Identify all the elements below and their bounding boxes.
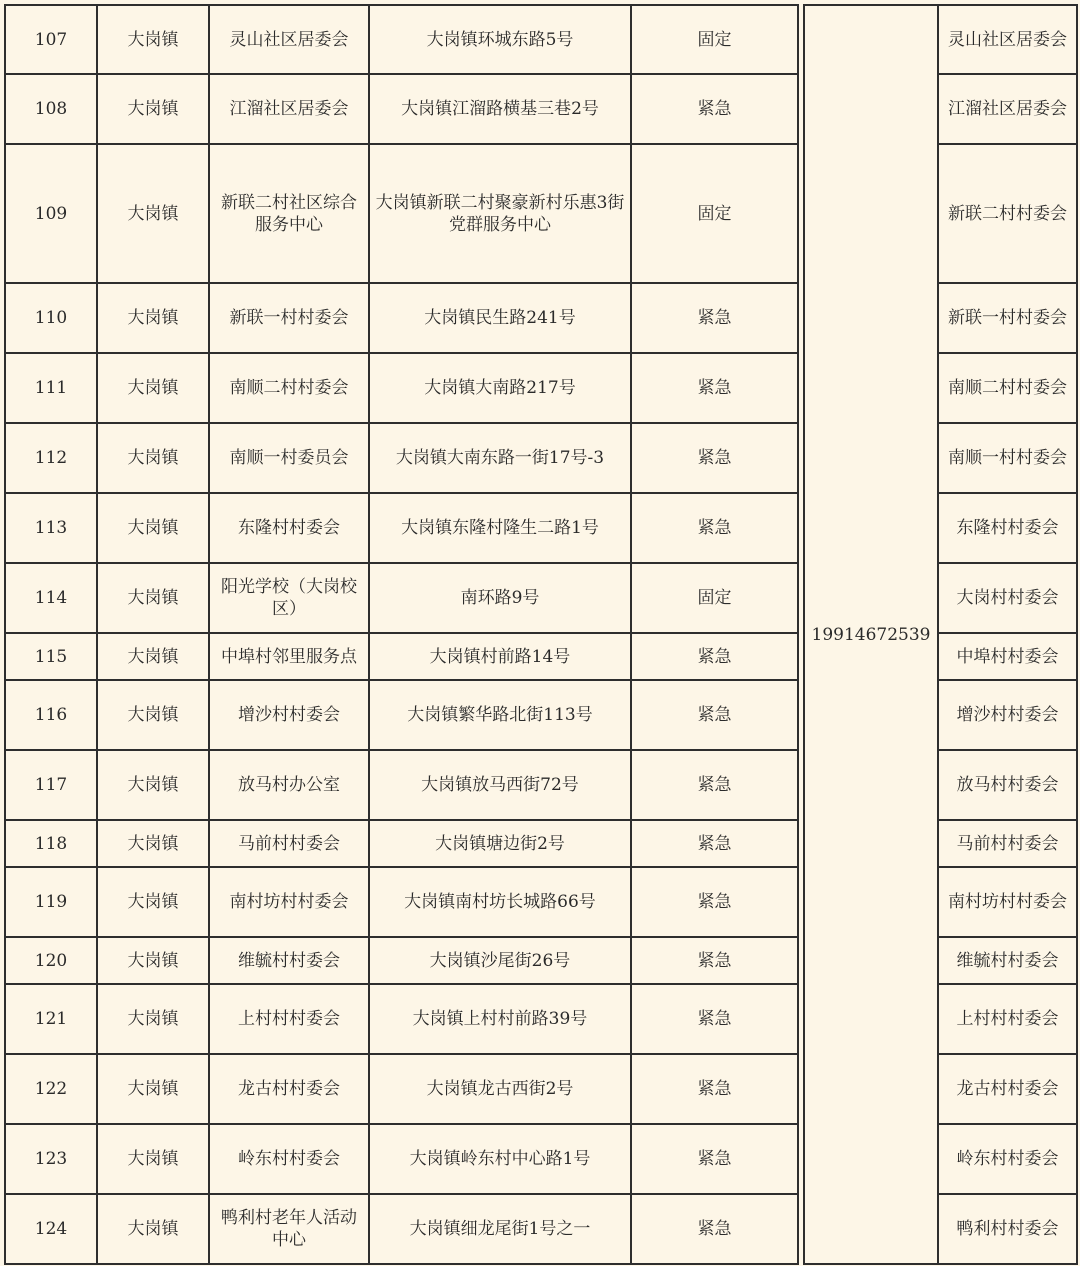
site-address-cell: 大岗镇南村坊长城路66号: [369, 867, 631, 937]
row-number-cell: 108: [5, 74, 97, 144]
site-type-cell: 紧急: [631, 423, 798, 493]
town-name-cell: 大岗镇: [97, 867, 209, 937]
unit-name-cell: 维毓村村委会: [938, 937, 1077, 984]
site-name-cell: 阳光学校（大岗校区）: [209, 563, 369, 633]
site-address-cell: 大岗镇民生路241号: [369, 283, 631, 353]
site-address-cell: 大岗镇放马西街72号: [369, 750, 631, 820]
site-type-cell: 紧急: [631, 283, 798, 353]
unit-name-cell: 岭东村村委会: [938, 1124, 1077, 1194]
unit-name-cell: 南顺一村村委会: [938, 423, 1077, 493]
town-name-cell: 大岗镇: [97, 1194, 209, 1264]
site-name-cell: 南顺一村委员会: [209, 423, 369, 493]
site-name-cell: 鸭利村老年人活动中心: [209, 1194, 369, 1264]
site-name-cell: 东隆村村委会: [209, 493, 369, 563]
site-type-cell: 紧急: [631, 820, 798, 867]
contact-phone-cell: 19914672539: [804, 5, 938, 1264]
site-type-cell: 紧急: [631, 353, 798, 423]
town-name-cell: 大岗镇: [97, 563, 209, 633]
unit-name-cell: 上村村村委会: [938, 984, 1077, 1054]
row-number-cell: 116: [5, 680, 97, 750]
unit-name-cell: 南顺二村村委会: [938, 353, 1077, 423]
unit-name-cell: 增沙村村委会: [938, 680, 1077, 750]
site-address-cell: 大岗镇上村村前路39号: [369, 984, 631, 1054]
site-address-cell: 大岗镇沙尾街26号: [369, 937, 631, 984]
town-name-cell: 大岗镇: [97, 633, 209, 680]
site-type-cell: 紧急: [631, 680, 798, 750]
row-number-cell: 118: [5, 820, 97, 867]
row-number-cell: 114: [5, 563, 97, 633]
site-name-cell: 增沙村村委会: [209, 680, 369, 750]
vaccination-site-table: [4, 4, 1078, 1265]
town-name-cell: 大岗镇: [97, 1054, 209, 1124]
row-number-cell: 109: [5, 144, 97, 283]
town-name-cell: 大岗镇: [97, 937, 209, 984]
town-name-cell: 大岗镇: [97, 680, 209, 750]
unit-name-cell: 灵山社区居委会: [938, 5, 1077, 74]
unit-name-cell: 新联一村村委会: [938, 283, 1077, 353]
row-number-cell: 122: [5, 1054, 97, 1124]
site-address-cell: 大岗镇繁华路北街113号: [369, 680, 631, 750]
row-number-cell: 107: [5, 5, 97, 74]
site-name-cell: 南村坊村村委会: [209, 867, 369, 937]
row-number-cell: 124: [5, 1194, 97, 1264]
unit-name-cell: 放马村村委会: [938, 750, 1077, 820]
unit-name-cell: 南村坊村村委会: [938, 867, 1077, 937]
site-name-cell: 新联二村社区综合服务中心: [209, 144, 369, 283]
row-number-cell: 111: [5, 353, 97, 423]
row-number-cell: 113: [5, 493, 97, 563]
row-number-cell: 121: [5, 984, 97, 1054]
site-name-cell: 岭东村村委会: [209, 1124, 369, 1194]
site-address-cell: 大岗镇岭东村中心路1号: [369, 1124, 631, 1194]
row-number-cell: 117: [5, 750, 97, 820]
site-address-cell: 大岗镇环城东路5号: [369, 5, 631, 74]
site-address-cell: 大岗镇大南路217号: [369, 353, 631, 423]
site-address-cell: 大岗镇细龙尾街1号之一: [369, 1194, 631, 1264]
site-type-cell: 紧急: [631, 1194, 798, 1264]
unit-name-cell: 东隆村村委会: [938, 493, 1077, 563]
row-number-cell: 120: [5, 937, 97, 984]
site-type-cell: 紧急: [631, 750, 798, 820]
site-type-cell: 紧急: [631, 633, 798, 680]
unit-name-cell: 鸭利村村委会: [938, 1194, 1077, 1264]
site-address-cell: 大岗镇龙古西街2号: [369, 1054, 631, 1124]
site-type-cell: 紧急: [631, 493, 798, 563]
unit-name-cell: 新联二村村委会: [938, 144, 1077, 283]
site-name-cell: 南顺二村村委会: [209, 353, 369, 423]
town-name-cell: 大岗镇: [97, 423, 209, 493]
site-name-cell: 新联一村村委会: [209, 283, 369, 353]
unit-name-cell: 中埠村村委会: [938, 633, 1077, 680]
town-name-cell: 大岗镇: [97, 820, 209, 867]
unit-name-cell: 大岗村村委会: [938, 563, 1077, 633]
site-type-cell: 紧急: [631, 867, 798, 937]
site-type-cell: 固定: [631, 5, 798, 74]
site-type-cell: 固定: [631, 144, 798, 283]
site-name-cell: 灵山社区居委会: [209, 5, 369, 74]
site-name-cell: 马前村村委会: [209, 820, 369, 867]
site-type-cell: 紧急: [631, 1054, 798, 1124]
town-name-cell: 大岗镇: [97, 1124, 209, 1194]
town-name-cell: 大岗镇: [97, 984, 209, 1054]
site-address-cell: 大岗镇塘边街2号: [369, 820, 631, 867]
unit-name-cell: 龙古村村委会: [938, 1054, 1077, 1124]
site-address-cell: 大岗镇村前路14号: [369, 633, 631, 680]
row-number-cell: 112: [5, 423, 97, 493]
site-type-cell: 固定: [631, 563, 798, 633]
row-number-cell: 123: [5, 1124, 97, 1194]
row-number-cell: 110: [5, 283, 97, 353]
town-name-cell: 大岗镇: [97, 5, 209, 74]
town-name-cell: 大岗镇: [97, 353, 209, 423]
unit-name-cell: 马前村村委会: [938, 820, 1077, 867]
town-name-cell: 大岗镇: [97, 144, 209, 283]
town-name-cell: 大岗镇: [97, 750, 209, 820]
site-address-cell: 大岗镇江溜路横基三巷2号: [369, 74, 631, 144]
row-number-cell: 115: [5, 633, 97, 680]
site-address-cell: 大岗镇新联二村聚豪新村乐惠3街党群服务中心: [369, 144, 631, 283]
site-type-cell: 紧急: [631, 937, 798, 984]
site-type-cell: 紧急: [631, 1124, 798, 1194]
unit-name-cell: 江溜社区居委会: [938, 74, 1077, 144]
site-address-cell: 大岗镇大南东路一街17号-3: [369, 423, 631, 493]
site-name-cell: 放马村办公室: [209, 750, 369, 820]
site-name-cell: 龙古村村委会: [209, 1054, 369, 1124]
site-name-cell: 上村村村委会: [209, 984, 369, 1054]
site-type-cell: 紧急: [631, 74, 798, 144]
town-name-cell: 大岗镇: [97, 493, 209, 563]
row-number-cell: 119: [5, 867, 97, 937]
site-address-cell: 南环路9号: [369, 563, 631, 633]
site-type-cell: 紧急: [631, 984, 798, 1054]
town-name-cell: 大岗镇: [97, 74, 209, 144]
site-name-cell: 江溜社区居委会: [209, 74, 369, 144]
site-name-cell: 中埠村邻里服务点: [209, 633, 369, 680]
site-name-cell: 维毓村村委会: [209, 937, 369, 984]
site-address-cell: 大岗镇东隆村隆生二路1号: [369, 493, 631, 563]
table-body: [5, 5, 1077, 1264]
town-name-cell: 大岗镇: [97, 283, 209, 353]
table-row: [5, 5, 1077, 74]
